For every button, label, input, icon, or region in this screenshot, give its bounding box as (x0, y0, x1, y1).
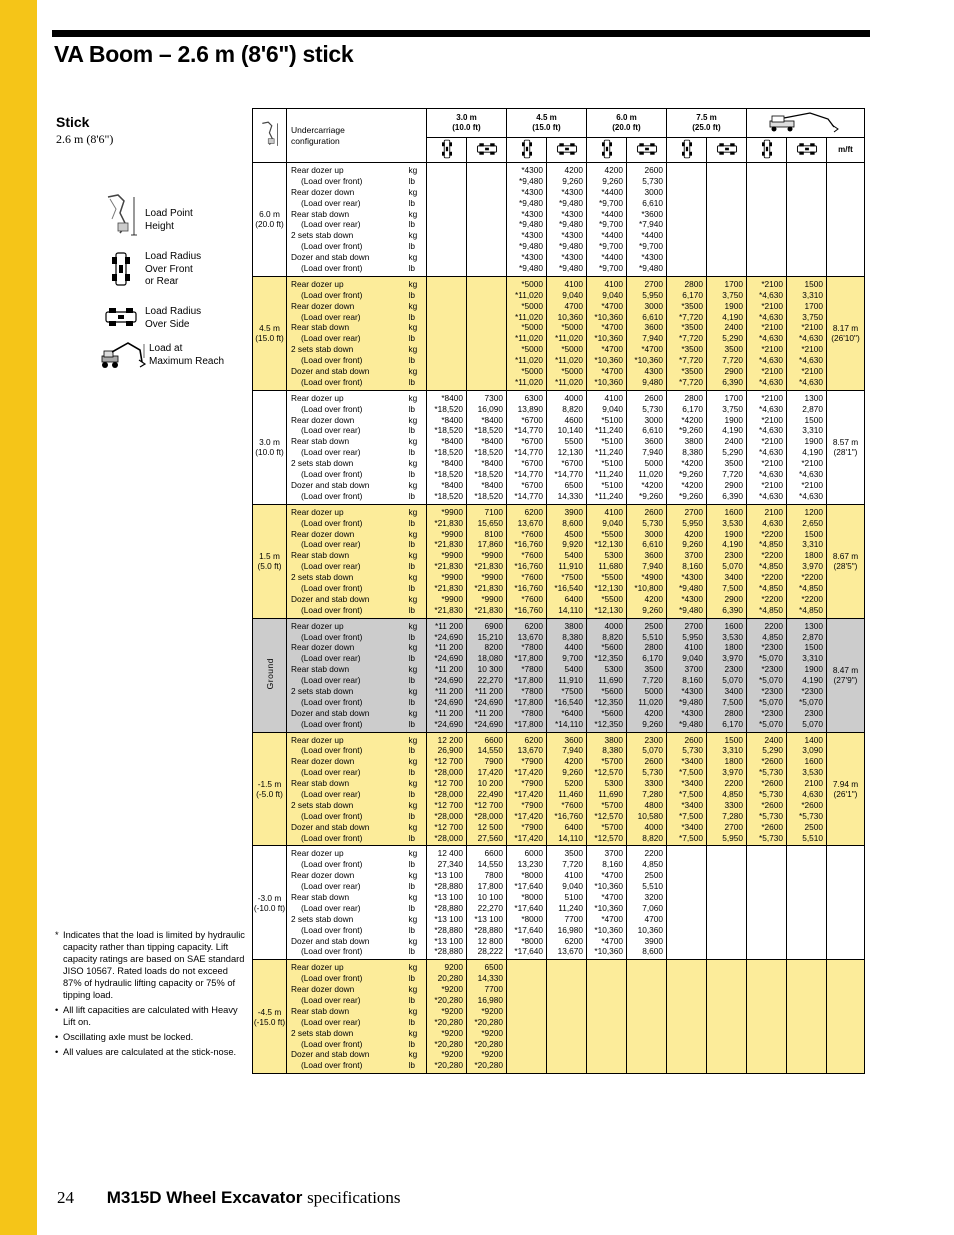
capacity-cell: 6200 13,670 *7600 *16,760 *7600 *16,760 *7600 *16,760 *7600 *16,760 (507, 504, 547, 618)
capacity-cell: 7100 15,650 8100 17,860 *9900 *21,830 *9900 *21,830 *9900 *21,830 (467, 504, 507, 618)
max-reach-header (747, 109, 865, 138)
capacity-cell: 9200 20,280 *9200 *20,280 *9200 *20,280 *9200 *20,280 *9200 *20,280 (427, 960, 467, 1074)
configuration-list: Rear dozer up (Load over front) Rear dozer down (Load over rear) Rear stab down (Load over rear) 2 sets stab down (Load over front) Dozer and stab down (Load over front) (287, 732, 407, 846)
capacity-cell: 3900 8,600 4500 9,920 5400 11,910 *7500 *16,540 6400 14,110 (547, 504, 587, 618)
table-row (253, 163, 865, 277)
load-front-rear-icon (587, 138, 627, 163)
legend-load-point-height: Load Point Height (100, 193, 235, 237)
capacity-cell: 6300 13,890 *6700 *14,770 *6700 *14,770 *6700 *14,770 *6700 *14,770 (507, 390, 547, 504)
capacity-cell: 3800 8,380 *5700 *12,570 5300 11,690 *5700 *12,570 *5700 *12,570 (587, 732, 627, 846)
row-height-label: Ground (253, 618, 287, 732)
capacity-cell: 4100 9,040 4700 10,360 *5000 *11,020 *5000 *11,020 *5000 *11,020 (547, 276, 587, 390)
capacity-cell: 1200 2,650 1500 3,310 1800 3,970 *2200 *4,850 *2200 *4,850 (787, 504, 827, 618)
load-front-rear-icon (507, 138, 547, 163)
capacity-cell (467, 163, 507, 277)
capacity-cell: 1700 3,750 1900 4,190 2400 5,290 3500 7,720 2900 6,390 (707, 276, 747, 390)
legend-load-radius-front-rear: Load Radius Over Front or Rear (100, 251, 235, 289)
capacity-cell: 2100 4,630 *2200 *4,850 *2200 *4,850 *2200 *4,850 *2200 *4,850 (747, 504, 787, 618)
load-side-icon (787, 138, 827, 163)
row-height-label: -1.5 m (-5.0 ft) (253, 732, 287, 846)
load-front-rear-icon (747, 138, 787, 163)
capacity-cell: 7300 16,090 *8400 *18,520 *8400 *18,520 *8400 *18,520 *8400 *18,520 (467, 390, 507, 504)
configuration-list: Rear dozer up (Load over front) Rear dozer down (Load over rear) Rear stab down (Load over rear) 2 sets stab down (Load over front) Dozer and stab down (Load over front) (287, 504, 407, 618)
capacity-cell: 4100 9,040 *5500 *12,130 5300 11,680 *5500 *12,130 *5500 *12,130 (587, 504, 627, 618)
capacity-cell: 6200 13,670 *7800 *17,800 *7800 *17,800 *7800 *17,800 *7800 *17,800 (507, 618, 547, 732)
capacity-cell: 1500 3,310 1700 3,750 *2100 *4,630 *2100 *4,630 *2100 *4,630 (787, 276, 827, 390)
stick-value: 2.6 m (8'6") (56, 132, 114, 146)
capacity-cell: *5000 *11,020 *5000 *11,020 *5000 *11,020 *5000 *11,020 *5000 *11,020 (507, 276, 547, 390)
table-row (253, 960, 865, 1074)
load-side-icon (627, 138, 667, 163)
capacity-cell (667, 846, 707, 960)
capacity-cell: *8400 *18,520 *8400 *18,520 *8400 *18,520 *8400 *18,520 *8400 *18,520 (427, 390, 467, 504)
capacity-cell (707, 960, 747, 1074)
load-front-rear-icon (427, 138, 467, 163)
table-row (253, 618, 865, 732)
capacity-cell: 1400 3,090 1600 3,530 2100 4,630 *2600 *5,730 2500 5,510 (787, 732, 827, 846)
footnotes (55, 929, 245, 1061)
unit-list: kg lb kg lb kg lb kg lb kg lb (407, 732, 427, 846)
capacity-cell: *11 200 *24,690 *11 200 *24,690 *11 200 *24,690 *11 200 *24,690 *11 200 *24,690 (427, 618, 467, 732)
load-radius-side-icon (100, 306, 142, 328)
row-height-label: -4.5 m (-15.0 ft) (253, 960, 287, 1074)
max-reach-value: 8.47 m (27'9") (827, 618, 865, 732)
load-point-height-header (253, 109, 287, 163)
row-height-label: 6.0 m (20.0 ft) (253, 163, 287, 277)
capacity-cell (667, 163, 707, 277)
configuration-list: Rear dozer up (Load over front) Rear dozer down (Load over rear) Rear stab down (Load over rear) 2 sets stab down (Load over front) Dozer and stab down (Load over front) (287, 390, 407, 504)
capacity-cell: 2700 5,950 4100 9,040 3700 8,160 *4300 *9,480 *4300 *9,480 (667, 618, 707, 732)
load-point-height-icon (257, 121, 283, 147)
row-height-label: 4.5 m (15.0 ft) (253, 276, 287, 390)
unit-list: kg lb kg lb kg lb kg lb kg lb (407, 618, 427, 732)
capacity-cell: 4100 9,040 *5100 *11,240 *5100 *11,240 *5100 *11,240 *5100 *11,240 (587, 390, 627, 504)
capacity-cell: 2700 5,950 3000 6,610 3600 7,940 *4700 *10,360 4300 9,480 (627, 276, 667, 390)
max-reach-icon (100, 340, 146, 370)
capacity-cell: 1500 3,310 1800 3,970 2200 4,850 3300 7,280 2700 5,950 (707, 732, 747, 846)
capacity-cell: 2400 5,290 *2600 *5,730 *2600 *5,730 *2600 *5,730 *2600 *5,730 (747, 732, 787, 846)
capacity-cell (587, 960, 627, 1074)
capacity-cell: *4300 *9,480 *4300 *9,480 *4300 *9,480 *4300 *9,480 *4300 *9,480 (507, 163, 547, 277)
capacity-cell: 6900 15,210 8200 18,080 10 300 22,270 *11 200 *24,690 *11 200 *24,690 (467, 618, 507, 732)
unit-list: kg lb kg lb kg lb kg lb kg lb (407, 163, 427, 277)
load-front-rear-icon (667, 138, 707, 163)
table-row (253, 732, 865, 846)
footnote: • Oscillating axle must be locked. (55, 1032, 194, 1042)
max-reach-value (827, 846, 865, 960)
capacity-cell: 2700 5,950 4200 9,260 3700 8,160 *4300 *9,480 *4300 *9,480 (667, 504, 707, 618)
configuration-list: Rear dozer up (Load over front) Rear dozer down (Load over rear) Rear stab down (Load over rear) 2 sets stab down (Load over front) Dozer and stab down (Load over front) (287, 618, 407, 732)
capacity-cell: 4100 9,040 *4700 *10,360 *4700 *10,360 *4700 *10,360 *4700 *10,360 (587, 276, 627, 390)
undercarriage-config-header: Undercarriage configuration (287, 109, 427, 163)
capacity-cell: 2600 5,730 3000 6,610 3600 7,940 *4900 *10,800 4200 9,260 (627, 504, 667, 618)
capacity-cell: 2200 4,850 2500 5,510 3200 7,060 4700 10,360 3900 8,600 (627, 846, 667, 960)
load-point-height-icon (100, 193, 142, 237)
configuration-list: Rear dozer up (Load over front) Rear dozer down (Load over rear) Rear stab down (Load over rear) 2 sets stab down (Load over front) Dozer and stab down (Load over front) (287, 163, 407, 277)
page-number: 24 (57, 1188, 74, 1207)
max-reach-value: 7.94 m (26'1") (827, 732, 865, 846)
capacity-cell: 1300 2,870 1500 3,310 1900 4,190 *2300 *5,070 2300 5,070 (787, 618, 827, 732)
capacity-cell: *9900 *21,830 *9900 *21,830 *9900 *21,830 *9900 *21,830 *9900 *21,830 (427, 504, 467, 618)
capacity-cell: 6600 14,550 7800 17,800 10 100 22,270 *13 100 *28,880 12 800 28,222 (467, 846, 507, 960)
unit-col-header: m/ft (827, 138, 865, 163)
load-side-icon (547, 138, 587, 163)
capacity-cell: 4000 8,820 *5600 *12,350 5300 11,690 *5600 *12,350 *5600 *12,350 (587, 618, 627, 732)
capacity-cell: 1300 2,870 1500 3,310 1900 4,190 *2100 *4,630 *2100 *4,630 (787, 390, 827, 504)
distance-header: 7.5 m (25.0 ft) (667, 109, 747, 138)
capacity-cell: 4000 8,820 4600 10,140 5500 12,130 *6700 *14,770 6500 14,330 (547, 390, 587, 504)
capacity-cell: 2600 5,730 3000 6,610 *3600 *7,940 *4400 *9,700 *4300 *9,480 (627, 163, 667, 277)
configuration-list: Rear dozer up (Load over front) Rear dozer down (Load over rear) Rear stab down (Load over rear) 2 sets stab down (Load over front) Dozer and stab down (Load over front) (287, 960, 407, 1074)
max-reach-icon (766, 111, 846, 133)
capacity-cell: 3800 8,380 4400 9,700 5400 11,910 *7500 *16,540 *6400 *14,110 (547, 618, 587, 732)
max-reach-value: 8.67 m (28'5") (827, 504, 865, 618)
configuration-list: Rear dozer up (Load over front) Rear dozer down (Load over rear) Rear stab down (Load over rear) 2 sets stab down (Load over front) Dozer and stab down (Load over front) (287, 276, 407, 390)
load-radius-front-rear-icon (100, 251, 142, 287)
capacity-cell (707, 163, 747, 277)
max-reach-value: 8.57 m (28'1") (827, 390, 865, 504)
capacity-cell (547, 960, 587, 1074)
legend-max-reach: Load at Maximum Reach (100, 340, 239, 370)
configuration-list: Rear dozer up (Load over front) Rear dozer down (Load over rear) Rear stab down (Load over rear) 2 sets stab down (Load over front) Dozer and stab down (Load over front) (287, 846, 407, 960)
capacity-cell: 12 200 26,900 *12 700 *28,000 *12 700 *28,000 *12 700 *28,000 *12 700 *28,000 (427, 732, 467, 846)
unit-list: kg lb kg lb kg lb kg lb kg lb (407, 960, 427, 1074)
capacity-cell: 2800 6,170 *3500 *7,720 *3500 *7,720 *3500 *7,720 *3500 *7,720 (667, 276, 707, 390)
capacity-cell (427, 276, 467, 390)
capacity-cell: 1600 3,530 1800 3,970 2300 5,070 3400 7,500 2800 6,170 (707, 618, 747, 732)
capacity-cell (467, 276, 507, 390)
capacity-cell: 3500 7,720 4100 9,040 5100 11,240 7700 16,980 6200 13,670 (547, 846, 587, 960)
capacity-cell: 6200 13,670 *7900 *17,420 *7900 *17,420 *7900 *17,420 *7900 *17,420 (507, 732, 547, 846)
capacity-cell: 4200 9,260 *4300 *9,480 *4300 *9,480 *4300 *9,480 *4300 *9,480 (547, 163, 587, 277)
unit-list: kg lb kg lb kg lb kg lb kg lb (407, 504, 427, 618)
capacity-cell: 1700 3,750 1900 4,190 2400 5,290 3500 7,720 2900 6,390 (707, 390, 747, 504)
load-side-icon (467, 138, 507, 163)
distance-header: 6.0 m (20.0 ft) (587, 109, 667, 138)
capacity-cell: 2600 5,730 *3400 *7,500 *3400 *7,500 *3400 *7,500 *3400 *7,500 (667, 732, 707, 846)
capacity-cell: 4200 9,260 *4400 *9,700 *4400 *9,700 *4400 *9,700 *4400 *9,700 (587, 163, 627, 277)
page-title: VA Boom – 2.6 m (8'6") stick (54, 41, 354, 67)
max-reach-value (827, 960, 865, 1074)
row-height-label: 3.0 m (10.0 ft) (253, 390, 287, 504)
capacity-cell: 6500 14,330 7700 16,980 *9200 *20,280 *9200 *20,280 *9200 *20,280 (467, 960, 507, 1074)
max-reach-value: 8.17 m (26'10") (827, 276, 865, 390)
capacity-cell: 3700 8,160 *4700 *10,360 *4700 *10,360 *4700 *10,360 *4700 *10,360 (587, 846, 627, 960)
capacity-cell: 2800 6,170 *4200 *9,260 3800 8,380 *4200 *9,260 *4200 *9,260 (667, 390, 707, 504)
table-row (253, 390, 865, 504)
capacity-cell: 2600 5,730 3000 6,610 3600 7,940 5000 11,020 *4200 *9,260 (627, 390, 667, 504)
capacity-cell (787, 960, 827, 1074)
capacity-cell (627, 960, 667, 1074)
row-height-label: -3.0 m (-10.0 ft) (253, 846, 287, 960)
capacity-cell (507, 960, 547, 1074)
footnote: • All lift capacities are calculated with Heavy Lift on. (55, 1005, 238, 1027)
table-row (253, 846, 865, 960)
distance-header: 4.5 m (15.0 ft) (507, 109, 587, 138)
footnote: • All values are calculated at the stick-nose. (55, 1047, 237, 1057)
capacity-cell: 2200 4,850 *2300 *5,070 *2300 *5,070 *2300 *5,070 *2300 *5,070 (747, 618, 787, 732)
table-row (253, 276, 865, 390)
load-side-icon (707, 138, 747, 163)
capacity-cell: 12 400 27,340 *13 100 *28,880 *13 100 *28,880 *13 100 *28,880 *13 100 *28,880 (427, 846, 467, 960)
unit-list: kg lb kg lb kg lb kg lb kg lb (407, 276, 427, 390)
capacity-cell: 2300 5,070 2600 5,730 3300 7,280 4800 10,580 4000 8,820 (627, 732, 667, 846)
page-footer (57, 1188, 401, 1208)
legend-load-radius-side: Load Radius Over Side (100, 306, 235, 331)
table-row (253, 504, 865, 618)
capacity-cell (707, 846, 747, 960)
capacity-cell (747, 846, 787, 960)
capacity-cell: 2500 5,510 2800 6,170 3500 7,720 5000 11,020 4200 9,260 (627, 618, 667, 732)
capacity-cell: *2100 *4,630 *2100 *4,630 *2100 *4,630 *2100 *4,630 *2100 *4,630 (747, 390, 787, 504)
distance-header: 3.0 m (10.0 ft) (427, 109, 507, 138)
unit-list: kg lb kg lb kg lb kg lb kg lb (407, 846, 427, 960)
capacity-cell (787, 163, 827, 277)
capacity-cell: 3600 7,940 4200 9,260 5200 11,460 *7600 *16,760 6400 14,110 (547, 732, 587, 846)
row-height-label: 1.5 m (5.0 ft) (253, 504, 287, 618)
top-rule (52, 30, 870, 37)
capacity-cell: 6000 13,230 *8000 *17,640 *8000 *17,640 *8000 *17,640 *8000 *17,640 (507, 846, 547, 960)
footnote: * Indicates that the load is limited by hydraulic capacity rather than tipping capacity. Lift capacity ratings are based on SAE standard JISO 10567. Rated loads do not exceed 87% of hydraulic lifting capacity or 75% of tipping load. (55, 930, 245, 1000)
model-name: M315D Wheel Excavator (106, 1188, 303, 1207)
capacity-cell (787, 846, 827, 960)
capacity-cell: *2100 *4,630 *2100 *4,630 *2100 *4,630 *2100 *4,630 *2100 *4,630 (747, 276, 787, 390)
unit-list: kg lb kg lb kg lb kg lb kg lb (407, 390, 427, 504)
capacity-cell (747, 163, 787, 277)
footer-suffix: specifications (307, 1188, 401, 1207)
lift-capacity-table (252, 108, 865, 1074)
max-reach-value (827, 163, 865, 277)
capacity-cell (667, 960, 707, 1074)
capacity-cell: 6600 14,550 7900 17,420 10 200 22,490 *12 700 *28,000 12 500 27,560 (467, 732, 507, 846)
capacity-cell: 1600 3,530 1900 4,190 2300 5,070 3400 7,500 2900 6,390 (707, 504, 747, 618)
capacity-cell (747, 960, 787, 1074)
capacity-cell (427, 163, 467, 277)
stick-heading: Stick (56, 114, 90, 130)
yellow-side-bar (0, 0, 37, 1235)
